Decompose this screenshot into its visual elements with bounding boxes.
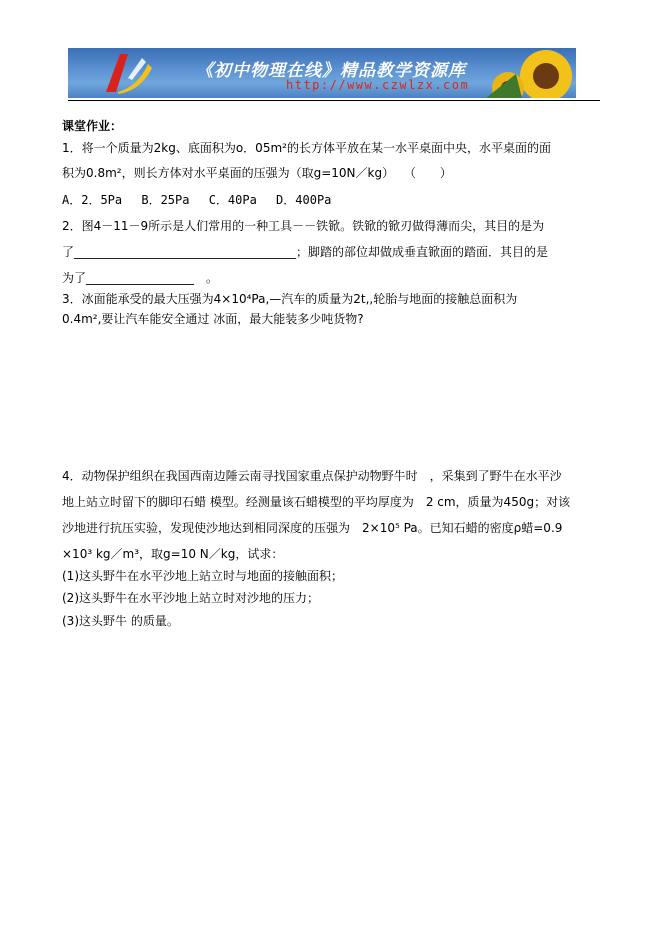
banner-title: 《初中物理在线》精品教学资源库 <box>196 61 466 81</box>
question-2-line-3: 为了__________________ 。 <box>62 271 219 285</box>
question-4-line-3: 沙地进行抗压实验，发现使沙地达到相同深度的压强为 2×10⁵ Pa。已知石蜡的密度ρ蜡=0.9 <box>62 521 563 535</box>
logo-icon <box>98 48 158 98</box>
banner-url: http://www.czwlzx.com <box>286 78 470 92</box>
question-4-sub-1: (1)这头野牛在水平沙地上站立时与地面的接触面积； <box>62 569 344 583</box>
header-banner <box>68 48 576 98</box>
question-2-line-2: 了_____________________________________；脚踏的部位却做成垂直锨面的踏面．其目的是 <box>62 245 549 259</box>
question-4-line-1: 4．动物保护组织在我国西南边陲云南寻找国家重点保护动物野牛时 ，采集到了野牛在水平沙 <box>62 469 562 483</box>
question-1-line-1: 1．将一个质量为2kg、底面积为o．05m²的长方体平放在某一水平桌面中央，水平桌面的面 <box>62 141 551 155</box>
question-3-line-1: 3．冰面能承受的最大压强为4×10⁴Pa,—汽车的质量为2t,,轮胎与地面的接触总面积为 <box>62 292 518 306</box>
question-1-options: A．2．5Pa B．25Pa C．40Pa D．400Pa <box>62 193 332 207</box>
question-4-sub-3: (3)这头野牛 的质量。 <box>62 614 179 628</box>
section-heading: 课堂作业： <box>62 119 123 133</box>
question-4-sub-2: (2)这头野牛在水平沙地上站立时对沙地的压力； <box>62 591 319 605</box>
question-4-line-4: ×10³ kg／m³，取g=10 N／kg，试求： <box>62 547 284 561</box>
question-3-line-2: 0.4m²,要让汽车能安全通过 冰面，最大能装多少吨货物? <box>62 312 364 326</box>
question-1-line-2: 积为0.8m²，则长方体对水平桌面的压强为（取g=10N／kg） （ ） <box>62 166 452 180</box>
question-4-line-2: 地上站立时留下的脚印石蜡 模型。经测量该石蜡模型的平均厚度为 2 cm，质量为450g；对该 <box>62 495 571 509</box>
question-2-line-1: 2．图4－11－9所示是人们常用的一种工具－－铁锨。铁锨的锨刃做得薄而尖，其目的是为 <box>62 219 545 233</box>
sunflower-icon <box>486 48 576 98</box>
header-divider <box>68 100 600 101</box>
